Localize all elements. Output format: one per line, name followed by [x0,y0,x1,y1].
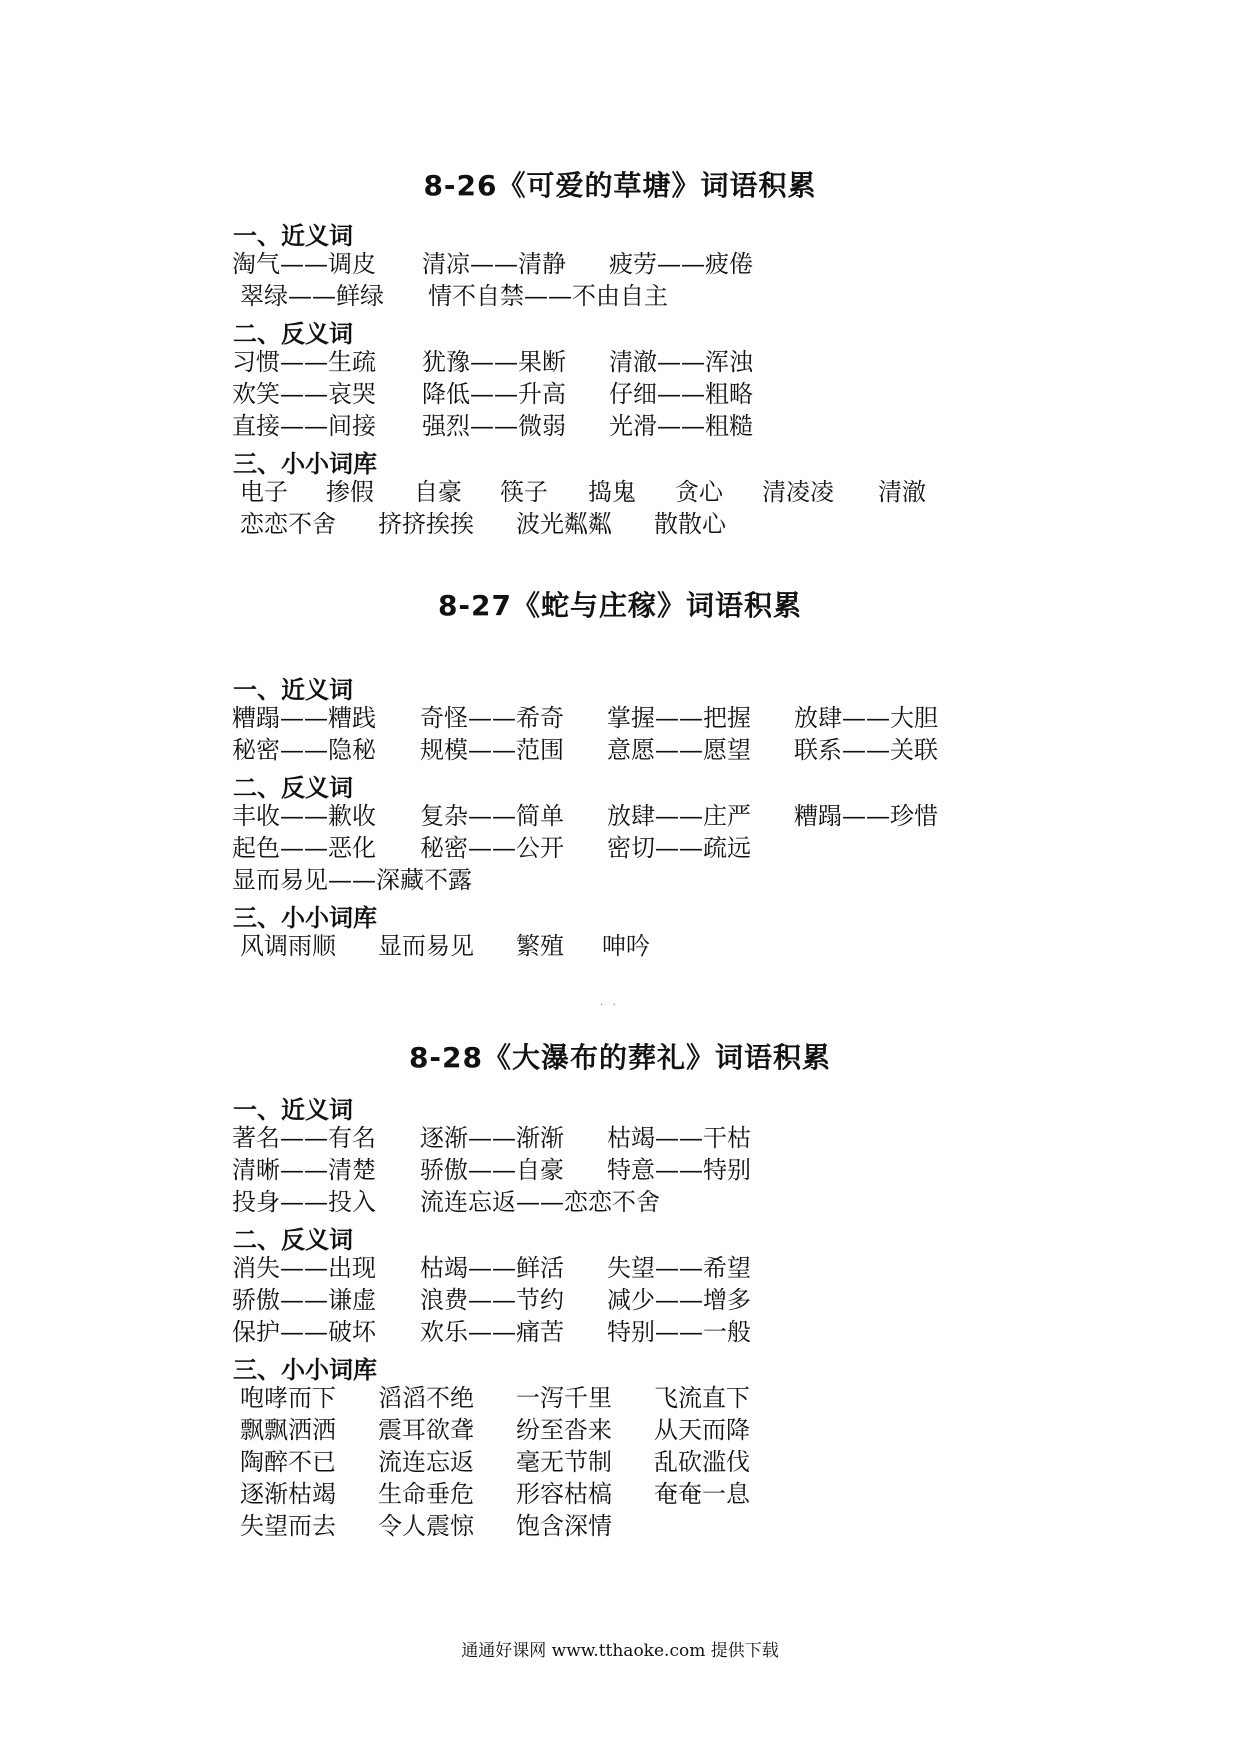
word-pair: 淘气——调皮 [232,250,376,278]
vocab-word: 电子 [240,478,288,506]
antonyms-heading: 二、反义词 [233,320,353,348]
vocab-word: 饱含深情 [516,1512,612,1540]
vocab-word: 恋恋不舍 [240,510,336,538]
vocab-word: 清澈 [878,478,926,506]
vocab-word: 波光粼粼 [516,510,612,538]
vocab-word: 乱砍滥伐 [654,1448,750,1476]
word-pair: 消失——出现 [232,1254,376,1282]
word-pair: 显而易见——深藏不露 [232,866,472,894]
word-pair: 放肆——大胆 [794,704,938,732]
vocab-word: 纷至沓来 [516,1416,612,1444]
scan-artifact: · · [600,1000,616,1011]
antonyms-heading: 二、反义词 [233,1226,353,1254]
word-pair: 糟蹋——珍惜 [794,802,938,830]
vocab-word: 奄奄一息 [654,1480,750,1508]
vocab-word: 令人震惊 [378,1512,474,1540]
word-pair: 清澈——浑浊 [609,348,753,376]
vocab-word: 筷子 [500,478,548,506]
word-pair: 光滑——粗糙 [609,412,753,440]
word-pair: 清晰——清楚 [232,1156,376,1184]
word-pair: 联系——关联 [794,736,938,764]
word-pair: 减少——增多 [607,1286,751,1314]
word-pair: 秘密——公开 [420,834,564,862]
word-pair: 特别——一般 [607,1318,751,1346]
synonyms-heading: 一、近义词 [233,1096,353,1124]
word-pair: 清凉——清静 [422,250,566,278]
word-pair: 枯竭——干枯 [607,1124,751,1152]
vocab-word: 清凌凌 [762,478,834,506]
vocab-word: 震耳欲聋 [378,1416,474,1444]
footer-credit: 通通好课网 www.tthaoke.com 提供下载 [461,1641,779,1661]
word-pair: 著名——有名 [232,1124,376,1152]
vocab-word: 飘飘洒洒 [240,1416,336,1444]
word-pair: 规模——范围 [420,736,564,764]
vocab-word: 风调雨顺 [240,932,336,960]
word-pair: 丰收——歉收 [232,802,376,830]
vocab-word: 咆哮而下 [240,1384,336,1412]
word-pair: 直接——间接 [232,412,376,440]
vocab-word: 散散心 [654,510,726,538]
vocab-word: 滔滔不绝 [378,1384,474,1412]
word-pair: 意愿——愿望 [607,736,751,764]
word-pair: 枯竭——鲜活 [420,1254,564,1282]
vocab-word: 一泻千里 [516,1384,612,1412]
word-pair: 流连忘返——恋恋不舍 [420,1188,660,1216]
vocab-heading: 三、小小词库 [233,904,377,932]
vocab-word: 失望而去 [240,1512,336,1540]
word-pair: 掌握——把握 [607,704,751,732]
word-pair: 糟蹋——糟践 [232,704,376,732]
word-pair: 翠绿——鲜绿 [240,282,384,310]
synonyms-heading: 一、近义词 [233,222,353,250]
vocab-word: 陶醉不已 [240,1448,336,1476]
vocab-word: 生命垂危 [378,1480,474,1508]
vocab-word: 繁殖 [516,932,564,960]
section-title: 8-26《可爱的草塘》词语积累 [423,169,817,202]
word-pair: 仔细——粗略 [609,380,753,408]
word-pair: 强烈——微弱 [422,412,566,440]
vocab-word: 自豪 [414,478,462,506]
vocab-word: 流连忘返 [378,1448,474,1476]
word-pair: 逐渐——渐渐 [420,1124,564,1152]
word-pair: 放肆——庄严 [607,802,751,830]
vocab-word: 挤挤挨挨 [378,510,474,538]
word-pair: 情不自禁——不由自主 [428,282,668,310]
word-pair: 特意——特别 [607,1156,751,1184]
vocab-word: 形容枯槁 [516,1480,612,1508]
vocab-word: 显而易见 [378,932,474,960]
word-pair: 起色——恶化 [232,834,376,862]
vocab-word: 毫无节制 [516,1448,612,1476]
section-title: 8-27《蛇与庄稼》词语积累 [437,589,803,622]
vocab-heading: 三、小小词库 [233,450,377,478]
word-pair: 保护——破坏 [232,1318,376,1346]
antonyms-heading: 二、反义词 [233,774,353,802]
vocab-word: 从天而降 [654,1416,750,1444]
word-pair: 疲劳——疲倦 [609,250,753,278]
word-pair: 降低——升高 [422,380,566,408]
vocab-word: 逐渐枯竭 [240,1480,336,1508]
word-pair: 习惯——生疏 [232,348,376,376]
word-pair: 失望——希望 [607,1254,751,1282]
vocab-word: 呻吟 [602,932,650,960]
vocab-heading: 三、小小词库 [233,1356,377,1384]
vocab-word: 飞流直下 [654,1384,750,1412]
word-pair: 欢笑——哀哭 [232,380,376,408]
section-title: 8-28《大瀑布的葬礼》词语积累 [408,1041,832,1074]
word-pair: 犹豫——果断 [422,348,566,376]
word-pair: 奇怪——希奇 [420,704,564,732]
word-pair: 骄傲——自豪 [420,1156,564,1184]
word-pair: 密切——疏远 [607,834,751,862]
word-pair: 复杂——简单 [420,802,564,830]
synonyms-heading: 一、近义词 [233,676,353,704]
word-pair: 秘密——隐秘 [232,736,376,764]
vocab-word: 贪心 [675,478,723,506]
word-pair: 欢乐——痛苦 [420,1318,564,1346]
word-pair: 浪费——节约 [420,1286,564,1314]
vocab-word: 捣鬼 [588,478,636,506]
word-pair: 骄傲——谦虚 [232,1286,376,1314]
vocab-word: 掺假 [326,478,374,506]
word-pair: 投身——投入 [232,1188,376,1216]
